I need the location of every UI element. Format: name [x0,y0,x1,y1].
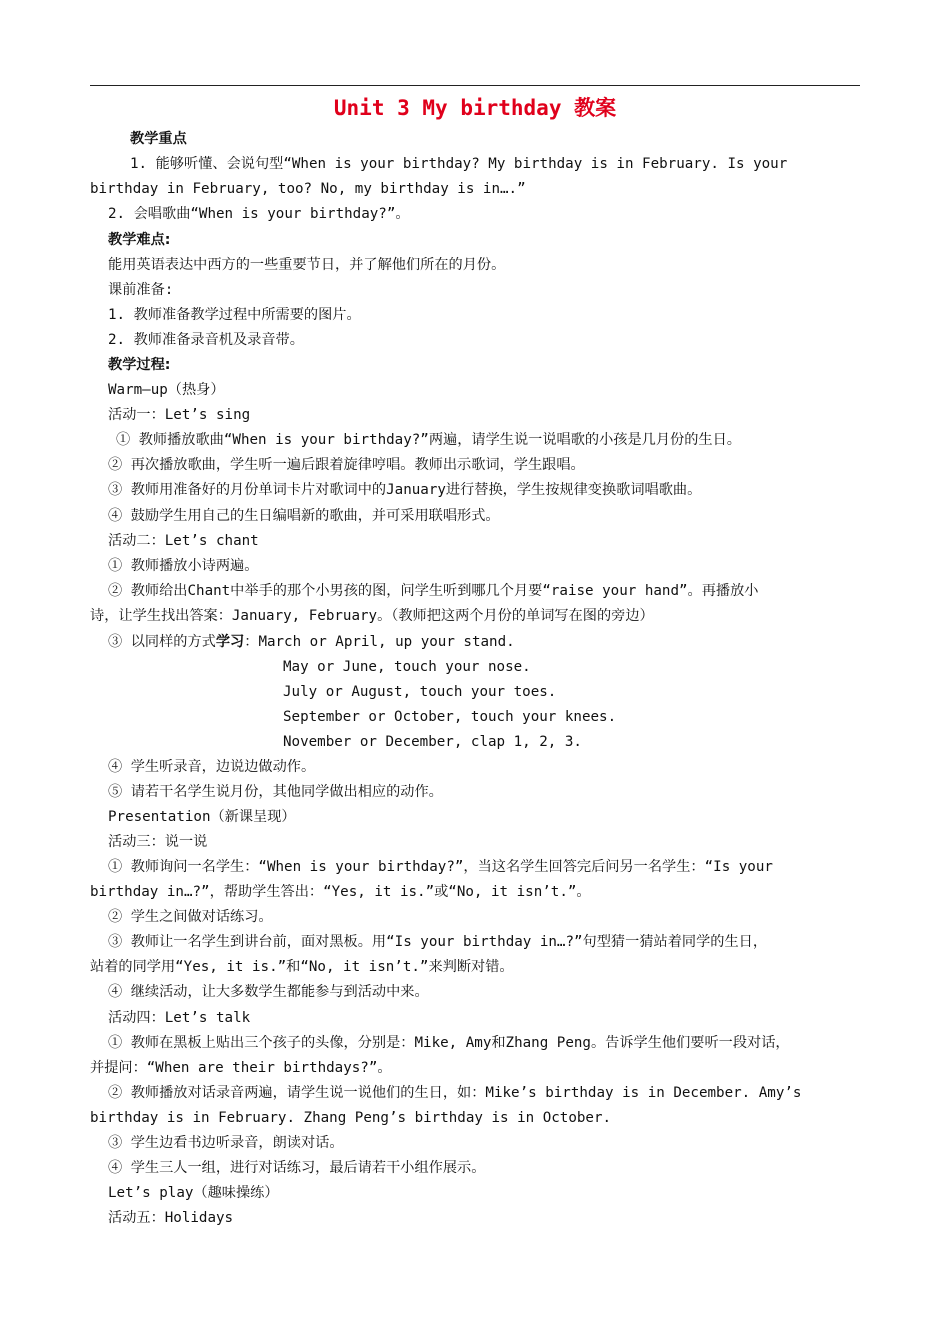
header-rule [90,85,860,86]
text-line-bold: 学习 [215,634,245,650]
text-line: ① 教师播放歌曲“When is your birthday?”两遍，请学生说一说唱歌的小孩是几月份的生日。 [116,432,741,448]
text-line: birthday is in February. Zhang Peng’s birthday is in October. [90,1110,612,1126]
text-line: ④ 学生听录音，边说边做动作。 [108,759,316,775]
text-line-tail: ：March or April, up your stand. [244,634,515,650]
text-line: ② 教师给出Chant中举手的那个小男孩的图，问学生听到哪几个月要“raise your hand”。再播放小 [108,583,759,599]
text-line: ③ 教师用准备好的月份单词卡片对歌词中的January进行替换，学生按规律变换歌词唱歌曲。 [108,482,702,498]
text-line: September or October, touch your knees. [283,709,617,725]
text-line: May or June, touch your nose. [283,659,531,675]
text-line: July or August, touch your toes. [283,684,557,700]
text-line: ③ 学生边看书边听录音，朗读对话。 [108,1135,344,1151]
text-line: ① 教师询问一名学生：“When is your birthday?”，当这名学生回答完后问另一名学生：“Is your [108,859,773,875]
text-line: Let’s play（趣味操练） [108,1185,279,1201]
text-line: ④ 继续活动，让大多数学生都能参与到活动中来。 [108,984,429,1000]
text-line: 2. 教师准备录音机及录音带。 [108,332,304,348]
text-line: 活动三：说一说 [108,834,208,850]
section-heading-process: 教学过程: [108,357,171,373]
section-heading-key-points: 教学重点 [130,131,187,147]
text-line: ② 学生之间做对话练习。 [108,909,273,925]
text-line: 并提问：“When are their birthdays?”。 [90,1060,392,1076]
document-title: Unit 3 My birthday 教案 [333,96,617,120]
text-line: ④ 学生三人一组，进行对话练习，最后请若干小组作展示。 [108,1160,486,1176]
text-line: ④ 鼓励学生用自己的生日编唱新的歌曲，并可采用联唱形式。 [108,508,500,524]
text-line: ③ 教师让一名学生到讲台前，面对黑板。用“Is your birthday in…?”句型猜一猜站着同学的生日， [108,934,768,950]
text-line: 能用英语表达中西方的一些重要节日，并了解他们所在的月份。 [108,257,506,273]
text-line: Warm—up（热身） [108,382,225,398]
text-line: 活动四：Let’s talk [108,1010,251,1026]
text-line: ② 再次播放歌曲，学生听一遍后跟着旋律哼唱。教师出示歌词，学生跟唱。 [108,457,585,473]
text-line: 活动二：Let’s chant [108,533,259,549]
text-line: 活动五：Holidays [108,1210,234,1226]
text-line: 站着的同学用“Yes, it is.”和“No, it isn’t.”来判断对错。 [90,959,514,975]
text-line: Presentation（新课呈现） [108,809,296,825]
section-heading-preparation: 课前准备: [108,282,174,298]
text-line-head: ③ 以同样的方式 [108,634,216,650]
text-line: 1. 能够听懂、会说句型“When is your birthday? My birthday is in February. Is your [130,156,788,172]
text-line: ① 教师在黑板上贴出三个孩子的头像，分别是：Mike, Amy和Zhang Peng。告诉学生他们要听一段对话， [108,1035,790,1051]
text-line [108,632,515,652]
section-heading-difficulties: 教学难点: [108,232,171,248]
text-line: birthday in…?”，帮助学生答出：“Yes, it is.”或“No, it isn’t.”。 [90,884,591,900]
text-line: ② 教师播放对话录音两遍，请学生说一说他们的生日，如：Mike’s birthday is in December. Amy’s [108,1085,802,1101]
text-line: ① 教师播放小诗两遍。 [108,558,259,574]
text-line: 1. 教师准备教学过程中所需要的图片。 [108,307,361,323]
text-line: birthday in February, too? No, my birthday is in….” [90,181,526,197]
text-line: ⑤ 请若干名学生说月份，其他同学做出相应的动作。 [108,784,443,800]
text-line: 2. 会唱歌曲“When is your birthday?”。 [108,206,410,222]
text-line: November or December, clap 1, 2, 3. [283,734,582,750]
text-line: 活动一：Let’s sing [108,407,251,423]
text-line: 诗，让学生找出答案：January, February。（教师把这两个月份的单词写在图的旁边） [90,608,654,624]
